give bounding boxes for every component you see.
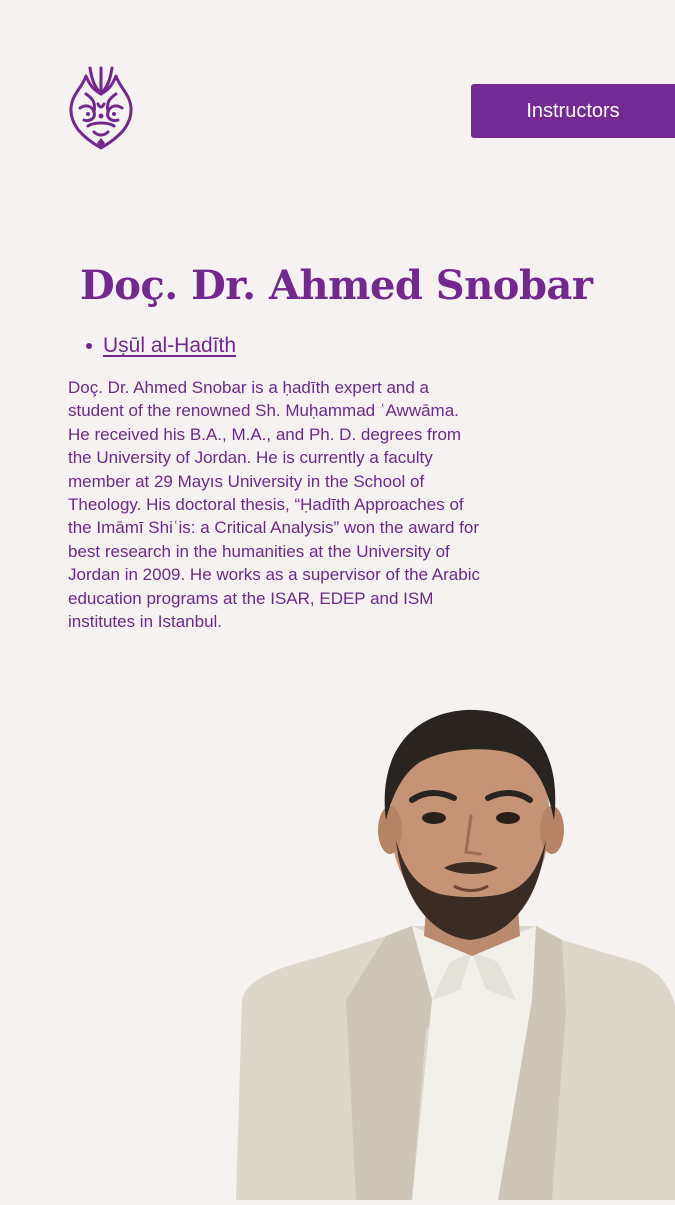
arabic-calligraphy-logo-icon xyxy=(64,64,138,152)
subject-list-item xyxy=(86,334,236,358)
subject-list xyxy=(86,334,236,358)
instructors-button[interactable]: Instructors xyxy=(471,84,675,138)
subject-link-usul-al-hadith[interactable]: Uṣūl al-Hadīth xyxy=(103,334,237,357)
instructor-bio: Doç. Dr. Ahmed Snobar is a ḥadīth expert and a student of the renowned Sh. Muḥammad ʿAwwāma. He received his B.A., M.A., and Ph. D. degrees from the University of Jordan. He is currently a faculty member at 29 Mayıs University in the School of Theology. His doctoral thesis, “Ḥadīth Approaches of the Imāmī Shiʿis: a Critical Analysis” won the award for best research in the humanities at the University of Jordan in 2009. He works as a supervisor of the Arabic education programs at the ISAR, EDEP and ISM institutes in Istanbul. xyxy=(68,378,480,632)
bullet-icon xyxy=(86,343,92,349)
instructor-photo xyxy=(236,700,675,1200)
portrait-image xyxy=(236,700,675,1200)
calligraphy-logo[interactable] xyxy=(64,64,138,152)
instructor-name: Doç. Dr. Ahmed Snobar xyxy=(80,262,593,309)
